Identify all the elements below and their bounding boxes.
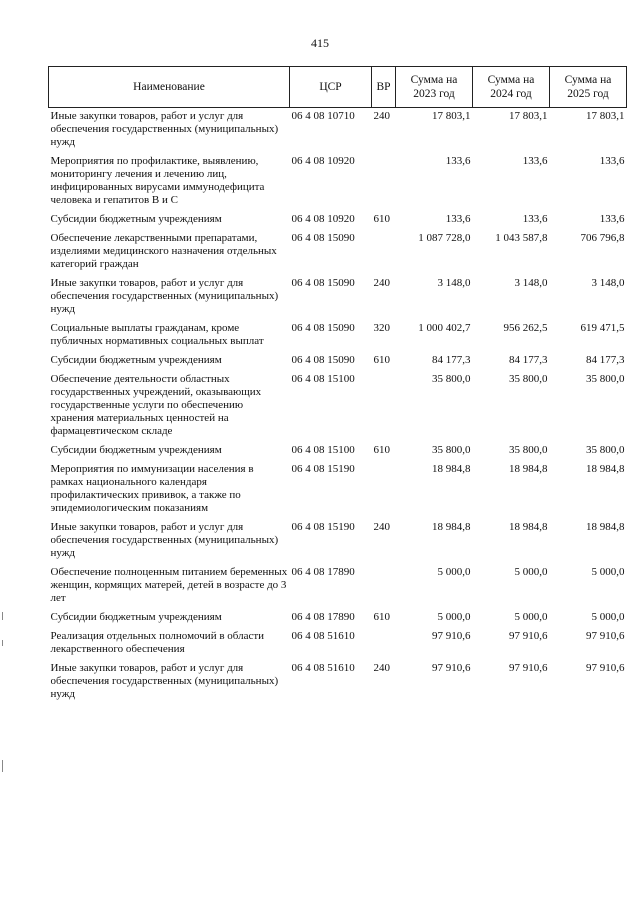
row-sum-2024: 18 984,8 [509, 463, 548, 475]
table-row [49, 564, 627, 609]
header-sum-2024: Сумма на 2024 год [473, 67, 550, 108]
row-csr-code: 06 4 08 17890 [291, 566, 355, 578]
row-sum-2023: 133,6 [445, 213, 471, 225]
table-row [49, 628, 627, 660]
row-name: Иные закупки товаров, работ и услуг для обеспечения государственных (муниципальных) нужд [50, 277, 279, 315]
row-sum-2025: 97 910,6 [586, 630, 625, 642]
row-csr-code: 06 4 08 15190 [291, 521, 355, 533]
row-vr-code [372, 230, 396, 275]
row-sum-2025: 35 800,0 [586, 373, 625, 385]
table-row [49, 153, 627, 211]
row-name: Обеспечение полноценным питанием беременных женщин, кормящих матерей, детей в возрасте до 3 лет [50, 566, 288, 604]
row-csr-code: 06 4 08 51610 [291, 630, 355, 642]
row-csr-code: 06 4 08 15090 [291, 277, 355, 289]
row-sum-2024: 84 177,3 [509, 354, 548, 366]
row-sum-2024: 17 803,1 [509, 110, 548, 122]
row-sum-2024: 1 043 587,8 [495, 232, 548, 244]
row-csr-code: 06 4 08 15090 [291, 232, 355, 244]
header-sum-2025: Сумма на 2025 год [550, 67, 627, 108]
table-body [49, 108, 627, 706]
row-sum-2023: 3 148,0 [437, 277, 471, 289]
scan-margin-mark [2, 760, 3, 772]
header-name: Наименование [49, 67, 290, 108]
row-name: Иные закупки товаров, работ и услуг для обеспечения государственных (муниципальных) нужд [50, 662, 279, 700]
row-name: Социальные выплаты гражданам, кроме публичных нормативных социальных выплат [50, 322, 264, 347]
row-name: Субсидии бюджетным учреждениям [50, 444, 222, 456]
row-csr-code: 06 4 08 15100 [291, 373, 355, 385]
row-vr-code: 610 [373, 444, 390, 456]
row-vr-code [372, 628, 396, 660]
row-vr-code [372, 153, 396, 211]
row-sum-2025: 619 471,5 [580, 322, 625, 334]
row-csr-code: 06 4 08 15100 [291, 444, 355, 456]
row-sum-2024: 18 984,8 [509, 521, 548, 533]
row-sum-2023: 133,6 [445, 155, 471, 167]
row-csr-code: 06 4 08 10710 [291, 110, 355, 122]
row-name: Реализация отдельных полномочий в области лекарственного обеспечения [50, 630, 265, 655]
row-sum-2024: 35 800,0 [509, 444, 548, 456]
row-csr-code: 06 4 08 51610 [291, 662, 355, 674]
row-csr-code: 06 4 08 17890 [291, 611, 355, 623]
row-sum-2025: 97 910,6 [586, 662, 625, 674]
row-sum-2023: 5 000,0 [437, 611, 471, 623]
row-sum-2024: 3 148,0 [514, 277, 548, 289]
row-vr-code: 320 [373, 322, 390, 334]
row-csr-code: 06 4 08 10920 [291, 155, 355, 167]
row-sum-2025: 84 177,3 [586, 354, 625, 366]
scan-margin-mark [2, 612, 3, 620]
row-sum-2024: 5 000,0 [514, 566, 548, 578]
table-row [49, 519, 627, 564]
row-name: Субсидии бюджетным учреждениям [50, 213, 222, 225]
table-row [49, 352, 627, 371]
table-header-row [49, 67, 627, 108]
header-vr: ВР [372, 67, 396, 108]
row-name: Обеспечение лекарственными препаратами, изделиями медицинского назначения отдельных категорий граждан [50, 232, 277, 270]
scan-margin-mark [2, 640, 3, 646]
row-vr-code: 240 [373, 110, 390, 122]
row-sum-2025: 3 148,0 [591, 277, 625, 289]
row-vr-code: 610 [373, 354, 390, 366]
header-sum-2023: Сумма на 2023 год [396, 67, 473, 108]
row-name: Субсидии бюджетным учреждениям [50, 354, 222, 366]
row-sum-2025: 5 000,0 [591, 566, 625, 578]
row-csr-code: 06 4 08 15190 [291, 463, 355, 475]
row-csr-code: 06 4 08 15090 [291, 322, 355, 334]
row-name: Иные закупки товаров, работ и услуг для обеспечения государственных (муниципальных) нужд [50, 521, 279, 559]
row-sum-2024: 133,6 [522, 155, 548, 167]
row-vr-code [372, 371, 396, 442]
row-sum-2023: 97 910,6 [432, 662, 471, 674]
row-sum-2024: 5 000,0 [514, 611, 548, 623]
table-row [49, 442, 627, 461]
row-vr-code [372, 461, 396, 519]
row-sum-2023: 17 803,1 [432, 110, 471, 122]
row-vr-code: 610 [373, 213, 390, 225]
row-name: Мероприятия по профилактике, выявлению, мониторингу лечения и лечению лиц, инфицированных вирусами иммунодефицита человека и гепатитов В и С [50, 155, 265, 206]
row-name: Мероприятия по иммунизации населения в рамках национального календаря профилактических прививок, а также по эпидемиологическим показаниям [50, 463, 254, 514]
row-sum-2023: 1 000 402,7 [418, 322, 471, 334]
row-name: Субсидии бюджетным учреждениям [50, 611, 222, 623]
row-sum-2023: 84 177,3 [432, 354, 471, 366]
table-row [49, 660, 627, 705]
row-sum-2024: 97 910,6 [509, 630, 548, 642]
table-row [49, 230, 627, 275]
table-row [49, 108, 627, 154]
table-row [49, 320, 627, 352]
table-row [49, 461, 627, 519]
row-sum-2025: 18 984,8 [586, 463, 625, 475]
page-number: 415 [311, 36, 329, 50]
row-sum-2024: 35 800,0 [509, 373, 548, 385]
table-row [49, 211, 627, 230]
row-vr-code [372, 564, 396, 609]
row-sum-2025: 133,6 [599, 155, 625, 167]
budget-table [48, 66, 627, 705]
row-sum-2024: 133,6 [522, 213, 548, 225]
table-row [49, 371, 627, 442]
row-sum-2023: 35 800,0 [432, 373, 471, 385]
row-sum-2024: 97 910,6 [509, 662, 548, 674]
row-sum-2023: 5 000,0 [437, 566, 471, 578]
row-sum-2025: 706 796,8 [580, 232, 625, 244]
row-sum-2025: 133,6 [599, 213, 625, 225]
row-sum-2023: 35 800,0 [432, 444, 471, 456]
table-row [49, 275, 627, 320]
row-vr-code: 240 [373, 662, 390, 674]
row-vr-code: 240 [373, 277, 390, 289]
row-sum-2025: 35 800,0 [586, 444, 625, 456]
row-sum-2025: 18 984,8 [586, 521, 625, 533]
row-vr-code: 610 [373, 611, 390, 623]
row-name: Иные закупки товаров, работ и услуг для обеспечения государственных (муниципальных) нужд [50, 110, 279, 148]
row-sum-2023: 18 984,8 [432, 521, 471, 533]
row-sum-2024: 956 262,5 [503, 322, 548, 334]
row-sum-2025: 5 000,0 [591, 611, 625, 623]
row-vr-code: 240 [373, 521, 390, 533]
row-sum-2023: 97 910,6 [432, 630, 471, 642]
row-csr-code: 06 4 08 15090 [291, 354, 355, 366]
row-csr-code: 06 4 08 10920 [291, 213, 355, 225]
row-sum-2025: 17 803,1 [586, 110, 625, 122]
row-name: Обеспечение деятельности областных государственных учреждений, оказывающих государственные услуги по обеспечению хранения материальных ценностей на фармацевтическом складе [50, 373, 262, 437]
row-sum-2023: 1 087 728,0 [418, 232, 471, 244]
header-csr: ЦСР [290, 67, 372, 108]
table-row [49, 609, 627, 628]
row-sum-2023: 18 984,8 [432, 463, 471, 475]
